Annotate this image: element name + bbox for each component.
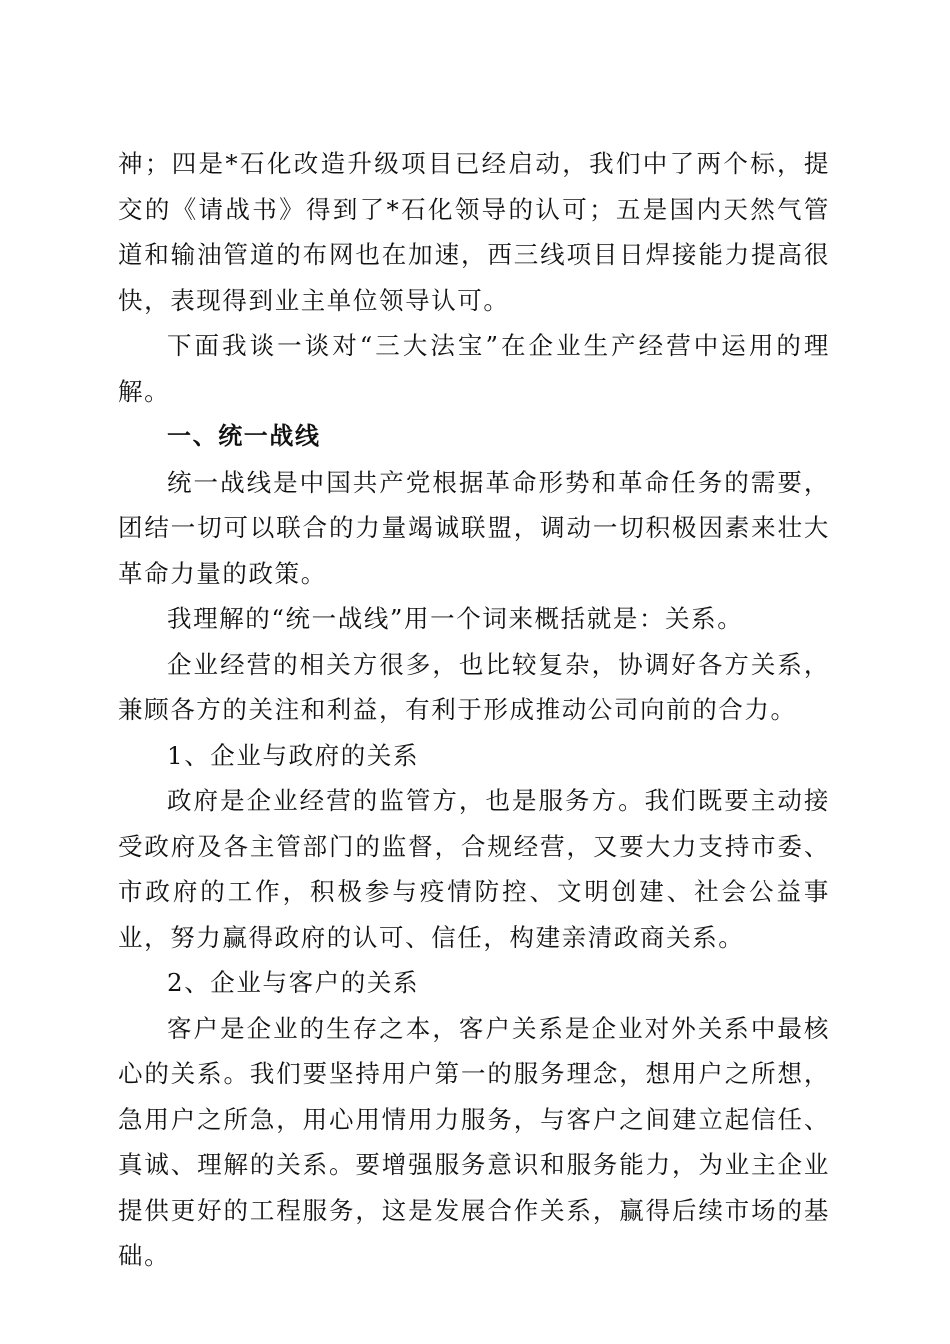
- subheading-customer: 2、企业与客户的关系: [167, 968, 420, 997]
- paragraph-intro: 下面我谈一谈对“三大法宝”在企业生产经营中运用的理解。: [118, 331, 830, 406]
- paragraph-continuation: 神；四是*石化改造升级项目已经启动，我们中了两个标，提交的《请战书》得到了*石化领导的认可；五是国内天然气管道和输油管道的布网也在加速，西三线项目日焊接能力提高很快，表现得到业主单位领导认可。: [118, 149, 830, 315]
- paragraph-definition: 统一战线是中国共产党根据革命形势和革命任务的需要，团结一切可以联合的力量竭诚联盟，调动一切积极因素来壮大革命力量的政策。: [118, 467, 830, 588]
- paragraph-government: 政府是企业经营的监管方，也是服务方。我们既要主动接受政府及各主管部门的监督，合规经营，又要大力支持市委、市政府的工作，积极参与疫情防控、文明创建、社会公益事业，努力赢得政府的认可、信任，构建亲清政商关系。: [118, 786, 830, 952]
- document-body: [118, 141, 830, 1279]
- paragraph-customer: 客户是企业的生存之本，客户关系是企业对外关系中最核心的关系。我们要坚持用户第一的服务理念，想用户之所想，急用户之所急，用心用情用力服务，与客户之间建立起信任、真诚、理解的关系。要增强服务意识和服务能力，为业主企业提供更好的工程服务，这是发展合作关系，赢得后续市场的基础。: [118, 1013, 830, 1270]
- paragraph-summary: 我理解的“统一战线”用一个词来概括就是：关系。: [167, 604, 744, 633]
- section-heading-united-front: 一、统一战线: [167, 422, 321, 450]
- subheading-government: 1、企业与政府的关系: [167, 740, 420, 770]
- paragraph-stakeholders: 企业经营的相关方很多，也比较复杂，协调好各方关系，兼顾各方的关注和利益，有利于形成推动公司向前的合力。: [118, 649, 830, 724]
